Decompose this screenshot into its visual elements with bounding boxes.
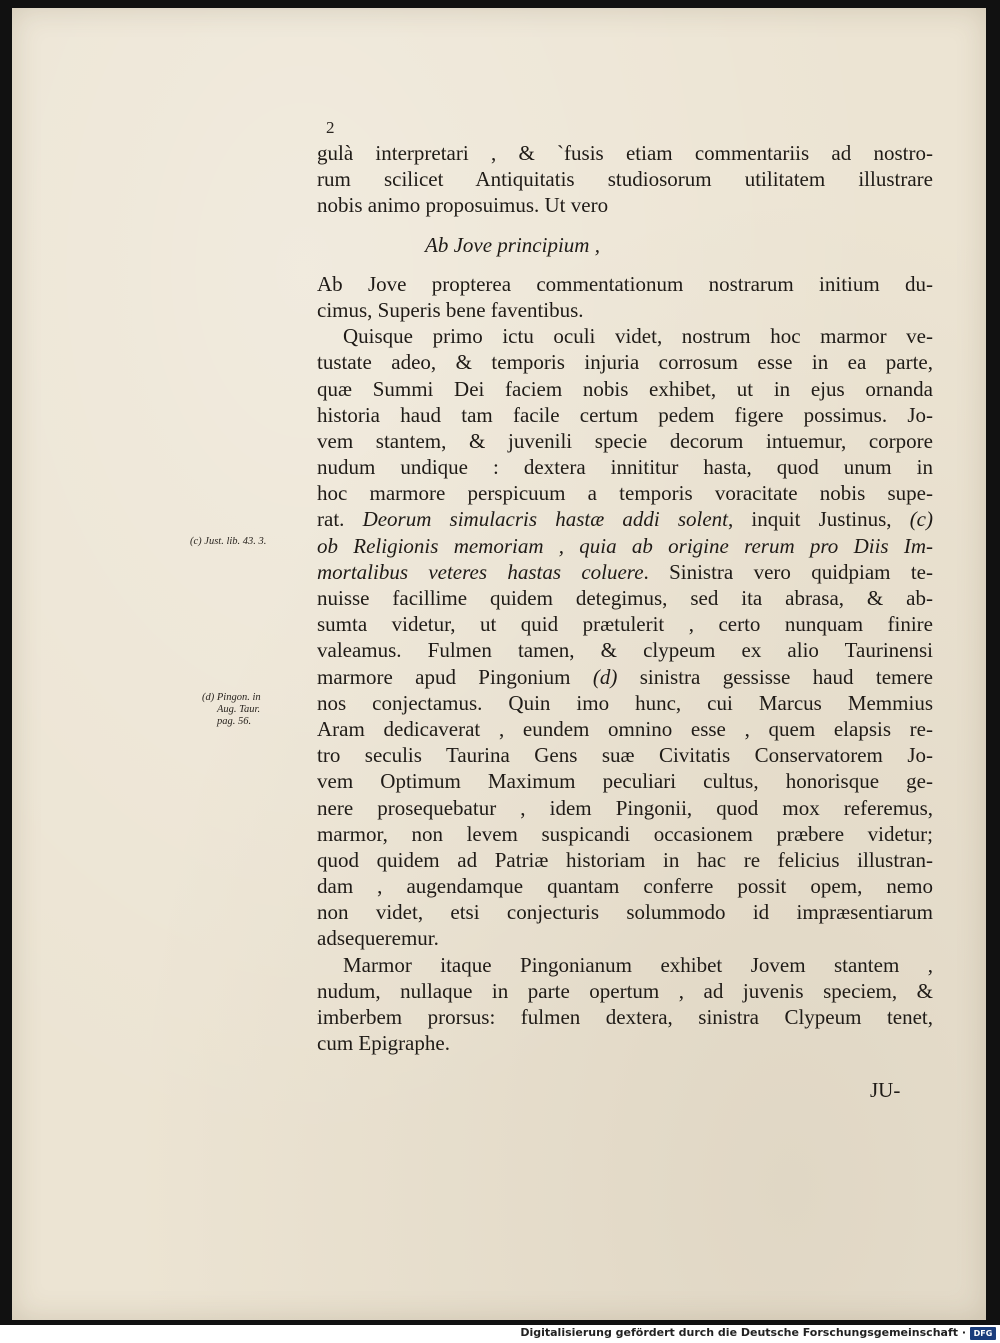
italic-text: Deorum simulacris hastæ addi solent — [362, 507, 729, 532]
text-segment: marmore apud Pingonium — [317, 664, 593, 689]
spacer — [317, 219, 933, 232]
text-segment: . Sinistra vero quidpiam te- — [643, 559, 933, 584]
text-line: nere prosequebatur , idem Pingonii, quod mox referemus, — [317, 795, 933, 820]
italic-text: (d) — [592, 664, 618, 689]
section-heading: Ab Jove principium , — [425, 232, 600, 257]
italic-text: ob Religionis memoriam , quia ab origine rerum pro Diis Im- — [317, 533, 933, 558]
text-line: dam , augendamque quantam conferre possit opem, nemo — [317, 874, 933, 899]
text-line: vem Optimum Maximum peculiari cultus, honorisque ge- — [317, 769, 933, 794]
text-line: cum Epigraphe. — [317, 1031, 450, 1056]
text-line: quod quidem ad Patriæ historiam in hac re felicius illustran- — [317, 847, 933, 872]
book-page — [12, 8, 986, 1320]
text-segment: , inquit Justinus, — [728, 507, 910, 532]
text-line: tro seculis Taurina Gens suæ Civitatis Conservatorem Jo- — [317, 743, 933, 768]
text-line: imberbem prorsus: fulmen dextera, sinistra Clypeum tenet, — [317, 1005, 933, 1029]
text-line: marmor, non levem suspicandi occasionem præbere videtur; — [317, 821, 933, 846]
body-text — [317, 140, 933, 1056]
text-line — [317, 559, 933, 585]
dfg-logo-icon: DFG — [970, 1327, 996, 1340]
catchword: JU- — [870, 1078, 901, 1102]
margin-note-c: (c) Just. lib. 43. 3. — [190, 536, 267, 547]
italic-text: mortalibus veteres hastas coluere — [317, 559, 644, 584]
text-line: nos conjectamus. Quin imo hunc, cui Marcus Memmius — [317, 690, 933, 715]
text-line: non videt, etsi conjecturis solummodo id impræsentiarum — [317, 900, 933, 925]
text-line: rum scilicet Antiquitatis studiosorum utilitatem illustrare — [317, 167, 933, 192]
text-line: historia haud tam facile certum pedem figere possimus. Jo- — [317, 402, 933, 427]
text-line: Marmor itaque Pingonianum exhibet Jovem stantem , — [343, 952, 933, 977]
text-line: vem stantem, & juvenili specie decorum intuemur, corpore — [317, 428, 933, 453]
margin-note-d-line2: Aug. Taur. — [217, 704, 261, 715]
text-line: Quisque primo ictu oculi videt, nostrum hoc marmor ve- — [343, 324, 933, 349]
text-line: cimus, Superis bene faventibus. — [317, 297, 584, 322]
text-line: Ab Jove propterea commentationum nostrarum initium du- — [317, 271, 933, 296]
text-line: adsequeremur. — [317, 926, 439, 951]
text-line: tustate adeo, & temporis injuria corrosum esse in ea parte, — [317, 350, 933, 375]
text-line: nuisse facillime quidem detegimus, sed ita abrasa, & ab- — [317, 586, 933, 610]
text-line: nobis animo proposuimus. Ut vero — [317, 193, 609, 218]
text-segment: sinistra gessisse haud temere — [617, 664, 933, 689]
text-line: hoc marmore perspicuum a temporis voracitate nobis supe- — [317, 481, 933, 506]
footer-bar — [0, 1325, 1000, 1343]
text-line — [317, 664, 933, 690]
page-number: 2 — [326, 118, 335, 137]
text-line: valeamus. Fulmen tamen, & clypeum ex alio Taurinensi — [317, 638, 933, 663]
text-line: quæ Summi Dei faciem nobis exhibet, ut in ejus ornanda — [317, 376, 933, 401]
text-segment: rat. — [317, 507, 363, 532]
text-line: nudum, nullaque in parte opertum , ad juvenis speciem, & — [317, 978, 933, 1003]
margin-note-d-line1: (d) Pingon. in — [202, 692, 261, 703]
text-line: nudum undique : dextera innititur hasta, quod unum in — [317, 455, 933, 480]
margin-note-d-line3: pag. 56. — [217, 716, 252, 727]
footer-credit: Digitalisierung gefördert durch die Deutsche Forschungsgemeinschaft · — [520, 1326, 966, 1339]
text-line — [317, 533, 933, 559]
italic-text: (c) — [909, 507, 933, 532]
text-line: gulà interpretari , & `fusis etiam commentariis ad nostro- — [317, 141, 933, 165]
text-line: Aram dedicaverat , eundem omnino esse , quem elapsis re- — [317, 716, 933, 741]
spacer — [317, 258, 933, 271]
text-line — [317, 506, 933, 532]
text-line: sumta videtur, ut quid prætulerit , certo nunquam finire — [317, 612, 933, 637]
